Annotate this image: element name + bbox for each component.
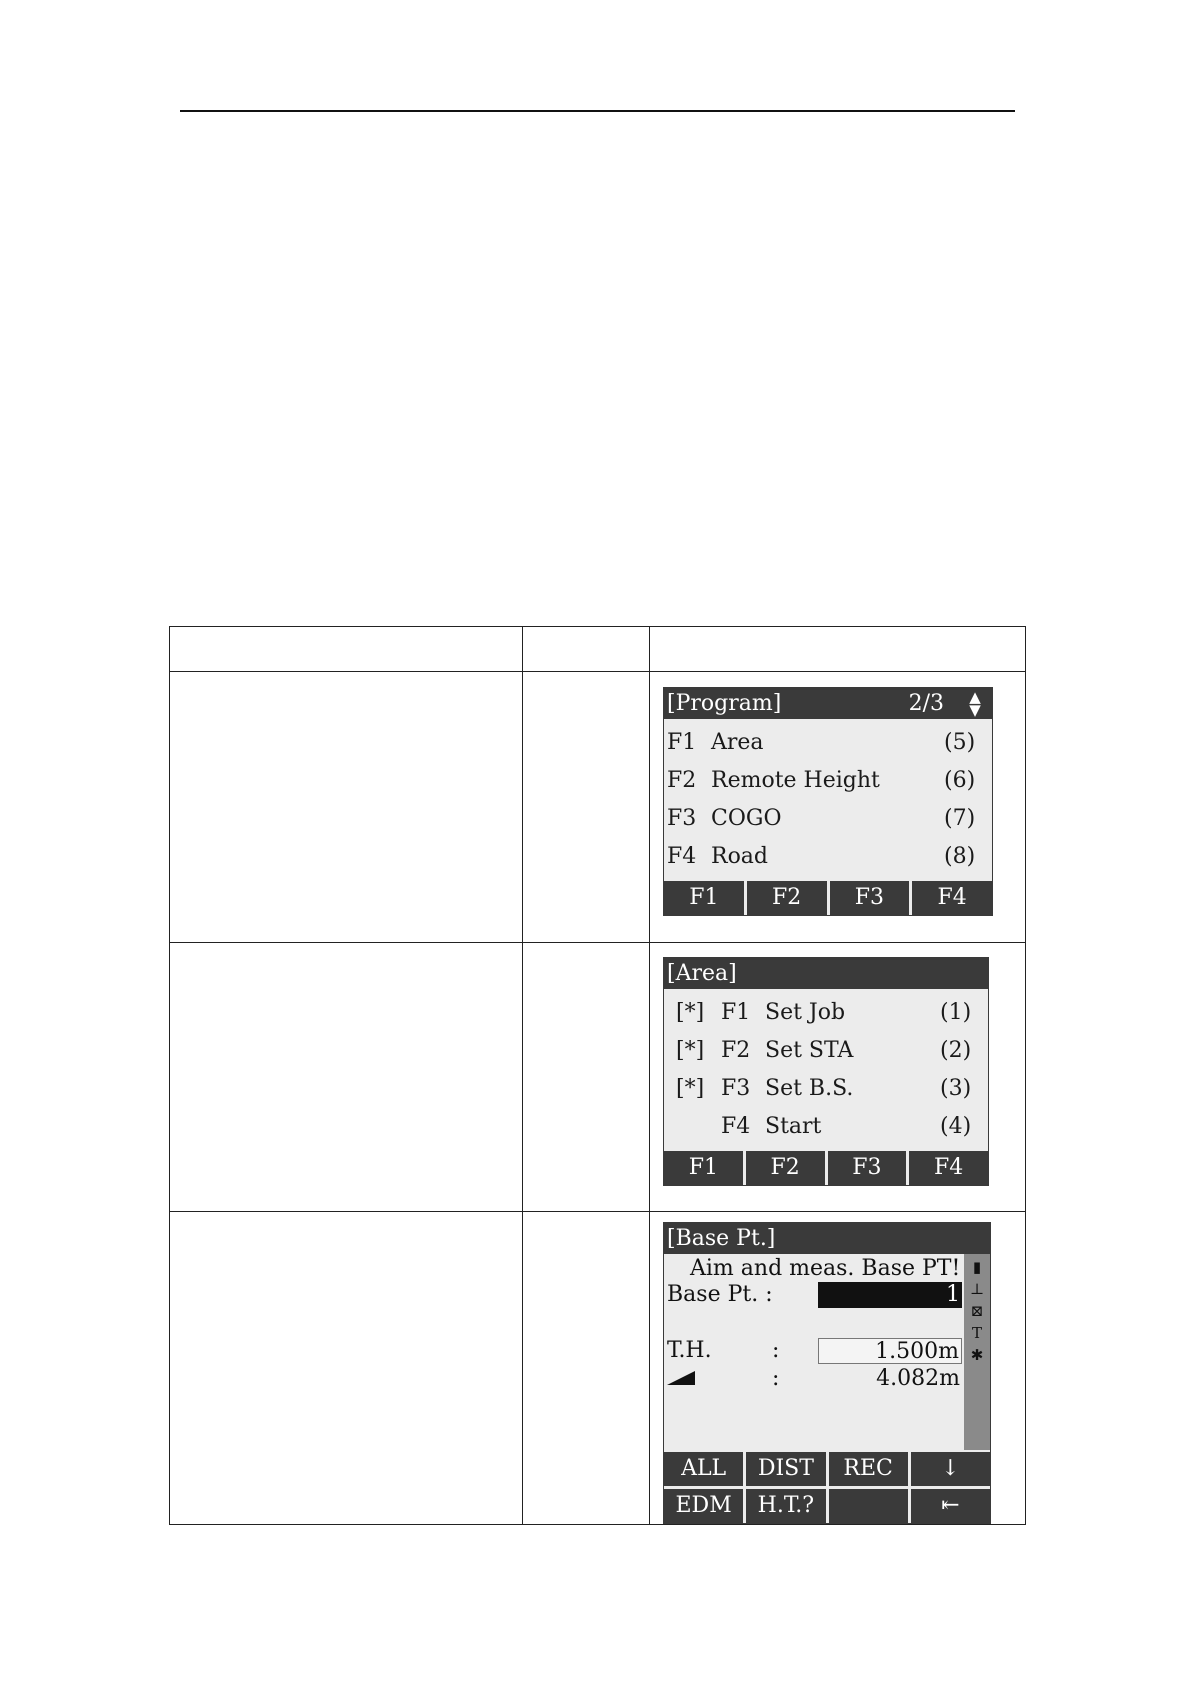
status-icon-strip xyxy=(964,1254,990,1450)
menu-key: F4 xyxy=(667,843,697,869)
status-check: [*] xyxy=(676,999,705,1025)
screen-title: [Base Pt.] xyxy=(667,1226,776,1251)
th-label-row xyxy=(667,1338,780,1363)
menu-number: (3) xyxy=(940,1075,972,1101)
key-cell xyxy=(523,672,650,943)
menu-label: Set STA xyxy=(765,1037,854,1063)
menu-item-area[interactable] xyxy=(664,723,992,761)
table-row xyxy=(170,943,1026,1212)
softkey-bar-row2 xyxy=(664,1486,990,1523)
th-separator: : xyxy=(772,1338,780,1363)
menu-item-set-bs[interactable] xyxy=(664,1069,988,1107)
menu-number: (1) xyxy=(940,999,972,1025)
screen-title-bar xyxy=(664,1223,990,1254)
softkey-bar xyxy=(664,879,992,915)
battery-icon: ▮ xyxy=(972,1258,982,1276)
softkey-f2[interactable]: F2 xyxy=(747,881,827,915)
menu-label: Remote Height xyxy=(711,767,880,793)
screen-title: [Area] xyxy=(667,961,737,986)
menu-number: (6) xyxy=(944,767,976,793)
procedure-table xyxy=(169,626,1026,1525)
softkey-f3[interactable]: F3 xyxy=(828,1151,907,1185)
menu-item-set-sta[interactable] xyxy=(664,1031,988,1069)
table-row xyxy=(170,672,1026,943)
menu-number: (2) xyxy=(940,1037,972,1063)
slope-distance-icon xyxy=(667,1371,695,1385)
screen-title-bar xyxy=(664,958,988,989)
key-cell xyxy=(523,943,650,1212)
step-cell xyxy=(170,943,523,1212)
screen-title-bar xyxy=(664,688,992,719)
program-screen xyxy=(663,687,993,916)
softkey-ht[interactable]: H.T.? xyxy=(746,1489,825,1523)
softkey-bar xyxy=(664,1149,988,1185)
softkey-all[interactable]: ALL xyxy=(664,1452,743,1486)
header-cell-key xyxy=(523,627,650,672)
laser-icon: ⊠ xyxy=(970,1302,984,1320)
softkey-blank[interactable] xyxy=(829,1489,908,1523)
menu-item-set-job[interactable] xyxy=(664,993,988,1031)
softkey-f2[interactable]: F2 xyxy=(746,1151,825,1185)
menu-key: F2 xyxy=(667,767,697,793)
instruction-message: Aim and meas. Base PT! xyxy=(690,1256,961,1281)
menu-number: (8) xyxy=(944,843,976,869)
screen-title: [Program] xyxy=(667,691,782,716)
status-check: [*] xyxy=(676,1037,705,1063)
menu-number: (5) xyxy=(944,729,976,755)
softkey-dist[interactable]: DIST xyxy=(746,1452,825,1486)
menu-key: F2 xyxy=(721,1037,751,1063)
return-icon[interactable]: ⇤ xyxy=(911,1489,990,1523)
display-cell xyxy=(650,672,1026,943)
target-height-field[interactable]: 1.500m xyxy=(818,1338,962,1364)
menu-number: (7) xyxy=(944,805,976,831)
status-check: [*] xyxy=(676,1075,705,1101)
menu-key: F1 xyxy=(667,729,697,755)
header-cell-procedure xyxy=(170,627,523,672)
tilt-icon: ⊥ xyxy=(969,1280,985,1298)
menu-key: F4 xyxy=(721,1113,751,1139)
slope-distance-value: 4.082m xyxy=(876,1366,960,1391)
th-label: T.H. xyxy=(667,1338,712,1363)
page-indicator: 2/3 xyxy=(908,691,944,716)
menu-label: COGO xyxy=(711,805,782,831)
down-arrow-icon[interactable]: ↓ xyxy=(911,1452,990,1486)
menu-item-cogo[interactable] xyxy=(664,799,992,837)
menu-item-remote-height[interactable] xyxy=(664,761,992,799)
base-pt-screen xyxy=(663,1222,991,1524)
menu-number: (4) xyxy=(940,1113,972,1139)
base-pt-label: Base Pt. : xyxy=(667,1282,773,1307)
slope-separator: : xyxy=(772,1366,780,1391)
softkey-f4[interactable]: F4 xyxy=(909,1151,988,1185)
menu-label: Road xyxy=(711,843,769,869)
table-header-row xyxy=(170,627,1026,672)
softkey-edm[interactable]: EDM xyxy=(664,1489,743,1523)
header-rule xyxy=(180,110,1015,112)
display-cell xyxy=(650,943,1026,1212)
softkey-rec[interactable]: REC xyxy=(829,1452,908,1486)
step-cell xyxy=(170,1212,523,1525)
menu-label: Set B.S. xyxy=(765,1075,854,1101)
menu-label: Start xyxy=(765,1113,822,1139)
menu-label: Set Job xyxy=(765,999,846,1025)
menu-key: F1 xyxy=(721,999,751,1025)
target-type-icon: T xyxy=(971,1324,982,1342)
softkey-f4[interactable]: F4 xyxy=(912,881,992,915)
menu-item-road[interactable] xyxy=(664,837,992,875)
menu-key: F3 xyxy=(667,805,697,831)
display-cell xyxy=(650,1212,1026,1525)
softkey-f1[interactable]: F1 xyxy=(664,1151,743,1185)
menu-item-start[interactable] xyxy=(664,1107,988,1145)
header-cell-display xyxy=(650,627,1026,672)
softkey-f1[interactable]: F1 xyxy=(664,881,744,915)
measurement-area xyxy=(664,1254,964,1446)
softkey-f3[interactable]: F3 xyxy=(830,881,910,915)
base-pt-input[interactable]: 1 xyxy=(818,1282,962,1308)
menu-label: Area xyxy=(711,729,764,755)
softkey-bar-row1 xyxy=(664,1450,990,1486)
bluetooth-icon: ✱ xyxy=(970,1346,984,1364)
menu-key: F3 xyxy=(721,1075,751,1101)
table-row xyxy=(170,1212,1026,1525)
step-cell xyxy=(170,672,523,943)
area-screen xyxy=(663,957,989,1186)
key-cell xyxy=(523,1212,650,1525)
slope-row xyxy=(667,1366,780,1391)
updown-arrows-icon: ▲ ▼ xyxy=(969,687,981,719)
